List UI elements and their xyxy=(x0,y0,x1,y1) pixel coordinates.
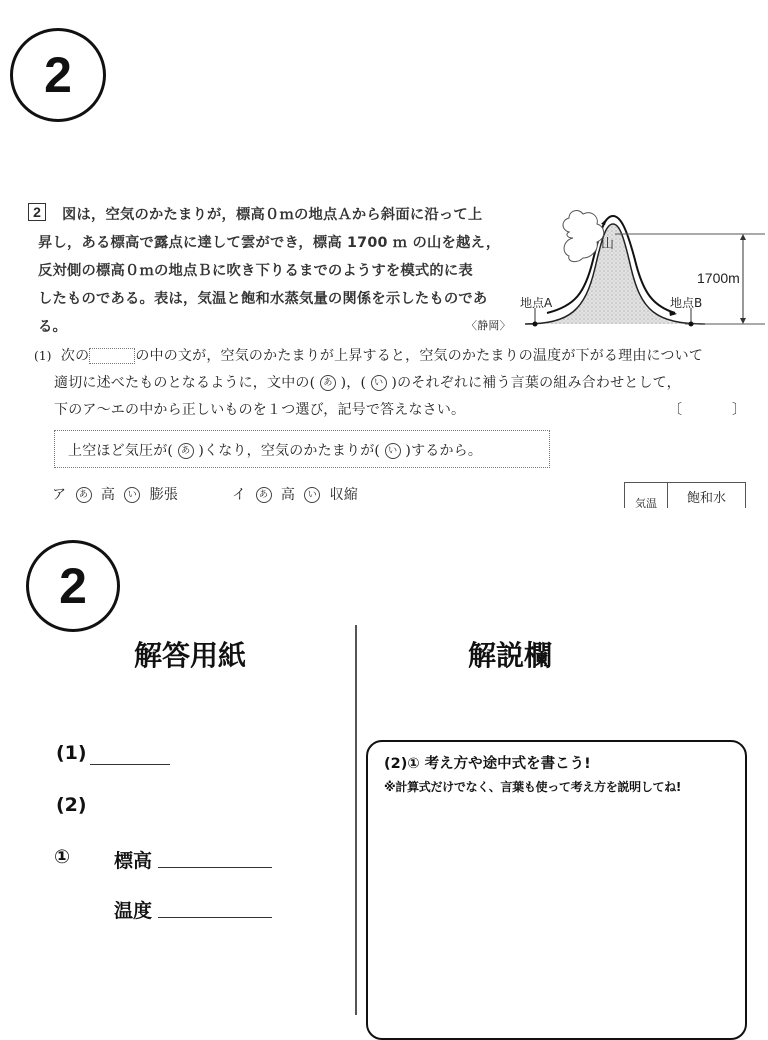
source-label: 〈静岡〉 xyxy=(466,319,511,332)
mark-a-icon: あ xyxy=(256,487,272,503)
q1-answer-field[interactable] xyxy=(90,764,170,765)
altitude-label: 標高 xyxy=(114,850,153,872)
q1-answer-label: (1) xyxy=(56,742,87,764)
problem-line-3: 反対側の標高０ｍの地点Ｂに吹き下りるまでのようすを模式的に表 xyxy=(38,263,473,279)
blank-sentence: 上空ほど気圧が( あ )くなり，空気のかたまりが( い )するから。 xyxy=(68,443,483,459)
answer-bracket-close: 〕 xyxy=(732,402,747,418)
problem-line-4: したものである。表は，気温と飽和水蒸気量の関係を示したものであ xyxy=(38,291,488,307)
mark-i-icon: い xyxy=(371,375,387,391)
column-divider xyxy=(355,625,357,1015)
problem-line-5: る。 xyxy=(38,319,67,335)
point-b-marker xyxy=(689,322,694,327)
problem-line-1: 図は，空気のかたまりが，標高０ｍの地点Ａから斜面に沿って上 xyxy=(62,207,483,223)
problem-number: 2 xyxy=(44,47,72,103)
mountain-figure xyxy=(515,198,768,333)
explanation-heading: 解説欄 xyxy=(468,639,553,672)
problem-scan xyxy=(0,190,768,508)
answer-bracket-open: 〔 xyxy=(668,402,683,418)
q2-answer-label: (2) xyxy=(56,794,87,816)
point-a-label: 地点A xyxy=(520,296,553,310)
q1-line-1: (1) 次の の中の文が，空気のかたまりが上昇すると，空気のかたまりの温度が下がる理由について xyxy=(34,348,704,364)
question-number-box: 2 xyxy=(28,203,46,221)
dotted-box-icon xyxy=(89,348,135,364)
altitude-answer-field[interactable] xyxy=(158,867,272,868)
problem-line-2: 昇し，ある標高で露点に達して雲ができ，標高 1700 ｍ の山を越え， xyxy=(38,235,501,251)
answer-number-circle xyxy=(26,540,120,632)
answer-number: 2 xyxy=(59,558,87,614)
table-header-temperature: 気温 xyxy=(624,483,668,508)
mark-i-icon: い xyxy=(385,443,401,459)
q2-sub-label: ① xyxy=(54,846,71,868)
point-b-label: 地点B xyxy=(670,296,703,310)
point-a-marker xyxy=(533,322,538,327)
choice-i: イ あ 高 い 収縮 xyxy=(232,487,359,503)
mark-a-icon: あ xyxy=(76,487,92,503)
mark-a-icon: あ xyxy=(178,443,194,459)
mark-i-icon: い xyxy=(124,487,140,503)
table-fragment xyxy=(624,482,746,508)
mountain-label: 山 xyxy=(601,237,615,252)
temperature-answer-field[interactable] xyxy=(158,917,272,918)
answer-sheet-heading: 解答用紙 xyxy=(134,639,247,672)
choice-a: ア あ 高 い 膨張 xyxy=(52,487,179,503)
table-header-saturated: 飽和水 xyxy=(668,483,746,508)
work-area-note: ※計算式だけでなく、言葉も使って考え方を説明してね! xyxy=(384,780,682,794)
mark-a-icon: あ xyxy=(320,375,336,391)
problem-number-circle xyxy=(10,28,106,122)
height-label: 1700m xyxy=(697,270,740,286)
work-area-title: (2)① 考え方や途中式を書こう! xyxy=(384,756,591,772)
temperature-label: 温度 xyxy=(114,900,153,922)
mark-i-icon: い xyxy=(304,487,320,503)
q1-line-2: 適切に述べたものとなるように，文中の( あ )，( い )のそれぞれに補う言葉の組み合わせとして， xyxy=(54,375,681,391)
q1-line-3: 下のア～エの中から正しいものを１つ選び，記号で答えなさい。 xyxy=(54,402,466,418)
